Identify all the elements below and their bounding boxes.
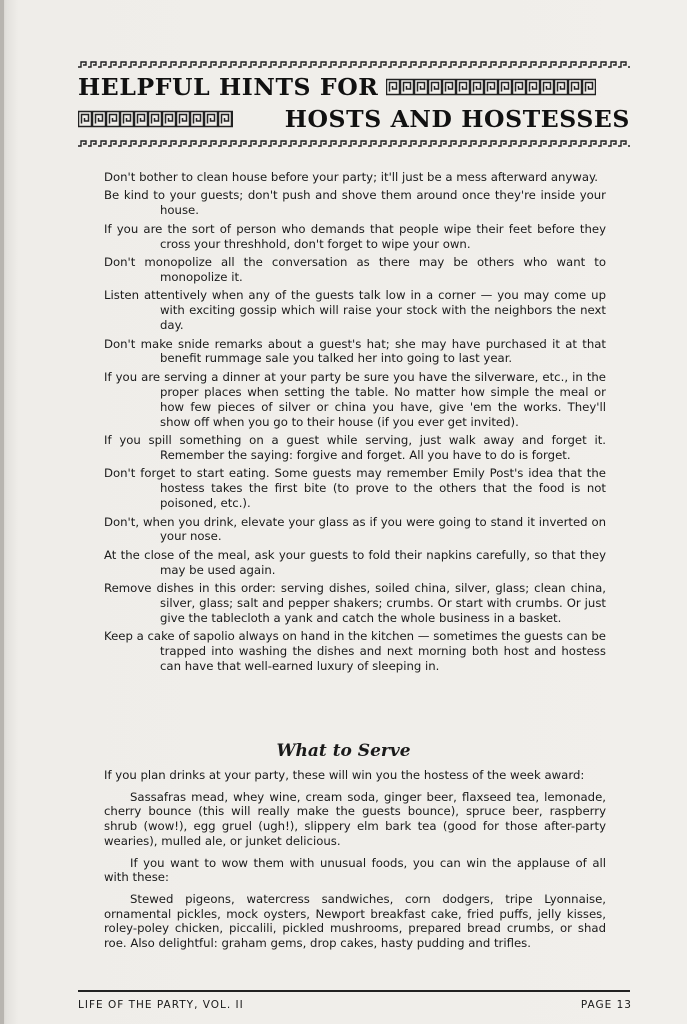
footer-publication: LIFE OF THE PARTY, VOL. II: [78, 999, 244, 1011]
hint-item: If you are the sort of person who demands that people wipe their feet before they cross your threshhold, don't forget to wipe your own.: [104, 221, 606, 251]
hint-item: Be kind to your guests; don't push and shove them around once they're inside your house.: [104, 188, 606, 218]
hint-item: Listen attentively when any of the guests talk low in a corner — you may come up with exciting gossip which will raise your stock with the neighbors the next day.: [104, 288, 606, 333]
hint-item: Don't bother to clean house before your party; it'll just be a mess afterward anyway.: [104, 170, 598, 184]
greek-key-icon: [386, 77, 596, 97]
hint-item: Keep a cake of sapolio always on hand in the kitchen — sometimes the guests can be trapped into washing the dishes and next morning both host and hostess can have that well-earned luxury of sleeping in.: [104, 629, 606, 674]
hint-item: At the close of the meal, ask your guests to fold their napkins carefully, so that they may be used again.: [104, 547, 606, 577]
serve-paragraph: If you want to wow them with unusual foods, you can win the applause of all with these:: [104, 855, 606, 885]
hint-item: Don't make snide remarks about a guest's hat; she may have purchased it at that benefit rummage sale you talked her into going to last year.: [104, 336, 606, 366]
what-to-serve-section: [104, 768, 606, 958]
hint-item: Don't monopolize all the conversation as there may be others who want to monopolize it.: [104, 255, 606, 284]
hint-item: If you spill something on a guest while serving, just walk away and forget it. Remember the saying: forgive and forget. All you have to do is forget.: [104, 433, 606, 462]
title-line-2: [78, 104, 630, 134]
decorative-border-top: [78, 60, 630, 69]
serve-paragraph: If you plan drinks at your party, these will win you the hostess of the week award:: [104, 768, 585, 782]
hint-item: Remove dishes in this order: serving dishes, soiled china, silver, glass; clean china, silver, glass; salt and pepper shakers; crumbs. Or start with crumbs. Or just give the tablecloth a yank and catch the whole business in a basket.: [104, 581, 606, 625]
page-binding-shadow: [0, 0, 4, 1024]
title-line-1: [78, 72, 630, 102]
section-heading-what-to-serve: What to Serve: [276, 741, 411, 761]
hint-item: If you are serving a dinner at your party be sure you have the silverware, etc., in the proper places when setting the table. No matter how simple the meal or how few pieces of silver or china you have, give 'em the works. They'll show off when you go to their house (if you ever get invited).: [104, 369, 606, 429]
greek-key-ornament: [386, 77, 630, 97]
meander-border-icon: [78, 139, 630, 148]
decorative-border-bottom: [78, 139, 630, 148]
footer-page-number: PAGE 13: [580, 999, 632, 1011]
hint-item: Don't forget to start eating. Some guests may remember Emily Post's idea that the hostess takes the first bite (to prove to the others that the food is not poisoned, etc.).: [104, 466, 606, 511]
greek-key-icon: [78, 109, 233, 129]
hints-list: [104, 170, 606, 678]
page-title-line-1: HELPFUL HINTS FOR: [78, 73, 379, 101]
footer-rule: [78, 990, 630, 992]
serve-paragraph: Sassafras mead, whey wine, cream soda, ginger beer, flaxseed tea, lemonade, cherry bounce (this will really make the guests bounce), spruce beer, raspberry shrub (wow!), egg gruel (ugh!), slippery elm bark tea (good for those after-party wearies), mulled ale, or junket delicious.: [104, 789, 606, 848]
meander-border-icon: [78, 60, 630, 69]
page-title-line-2: HOSTS AND HOSTESSES: [284, 105, 630, 133]
serve-paragraph: Stewed pigeons, watercress sandwiches, corn dodgers, tripe Lyonnaise, ornamental pickles, mock oysters, Newport breakfast cake, fried puffs, jelly kisses, roley-poley chicken, piccalili, pickled mushrooms, prepared bread crumbs, or shad roe. Also delightful: graham gems, drop cakes, hasty pudding and trifles.: [104, 891, 606, 951]
hint-item: Don't, when you drink, elevate your glass as if you were going to stand it inverted on your nose.: [104, 514, 606, 544]
greek-key-ornament: [78, 109, 277, 129]
